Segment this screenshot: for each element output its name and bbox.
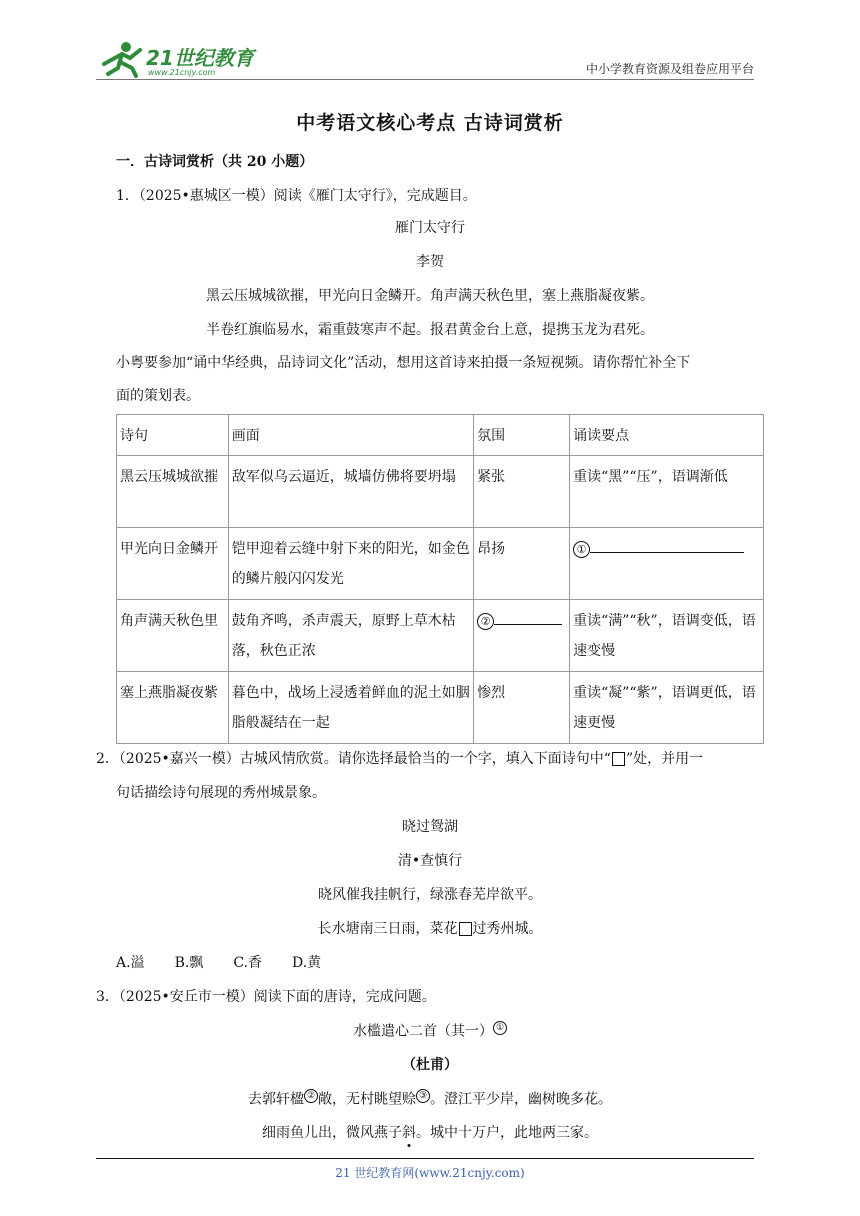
table-cell: 黑云压城城欲摧: [117, 456, 229, 528]
planning-table: [116, 414, 764, 744]
footnote-marker: ②: [304, 1089, 318, 1103]
q1-task: 小粤要参加“诵中华经典，品诗词文化”活动，想用这首诗来拍摄一条短视频。请你帮忙补全下: [116, 355, 691, 371]
site-logo: [96, 38, 266, 78]
q1-task: 面的策划表。: [116, 388, 200, 404]
footnote-marker: ③: [416, 1089, 430, 1103]
section-heading: 一．古诗词赏析（共 20 小题）: [116, 154, 314, 170]
q3-poem-title: 水槛遣心二首（其一） ①: [0, 1021, 860, 1042]
blank-marker: ①: [573, 541, 590, 558]
table-cell: 暮色中，战场上浸透着鲜血的泥土如胭脂般凝结在一起: [228, 672, 473, 744]
runner-logo-icon: [96, 38, 266, 78]
table-cell: 惨烈: [474, 672, 570, 744]
table-cell: 角声满天秋色里: [117, 600, 229, 672]
table-cell: 敌军似乌云逼近，城墙仿佛将要坍塌: [228, 456, 473, 528]
table-cell: 紧张: [474, 456, 570, 528]
table-cell: 甲光向日金鳞开: [117, 528, 229, 600]
table-header-row: [117, 415, 764, 456]
logo-text: 21世纪教育: [146, 46, 254, 70]
page-title: 中考语文核心考点 古诗词赏析: [296, 112, 564, 134]
blank-marker: ②: [477, 613, 494, 630]
q1-stem: 1．（2025•惠城区一模）阅读《雁门太守行》，完成题目。: [116, 188, 477, 204]
table-header: 氛围: [474, 415, 570, 456]
table-cell: 重读“黑”“压”，语调渐低: [570, 456, 764, 528]
q1-poem-title: 雁门太守行: [395, 220, 465, 236]
blank-box-icon: [459, 922, 472, 936]
option-c: C.香: [233, 955, 262, 971]
option-a: A.溢: [116, 955, 145, 971]
table-cell: 铠甲迎着云缝中射下来的阳光，如金色的鳞片般闪闪发光: [228, 528, 473, 600]
table-row: [117, 528, 764, 600]
table-cell: 鼓角齐鸣，杀声震天，原野上草木枯落，秋色正浓: [228, 600, 473, 672]
table-cell: 昂扬: [474, 528, 570, 600]
footer-divider: [96, 1158, 754, 1159]
q1-poem-line: 黑云压城城欲摧，甲光向日金鳞开。角声满天秋色里，塞上燕脂凝夜紫。: [206, 288, 654, 304]
table-header: 诵读要点: [570, 415, 764, 456]
q2-options: [116, 953, 321, 973]
option-b: B.飘: [174, 955, 204, 971]
emphasis-char: 斜: [402, 1125, 416, 1141]
q2-poem-line: 晓风催我挂帆行，绿涨春芜岸欲平。: [318, 887, 542, 903]
table-cell: 塞上燕脂凝夜紫: [117, 672, 229, 744]
table-cell: [474, 600, 570, 672]
option-d: D.黄: [291, 955, 322, 971]
q2-stem-cont: 句话描绘诗句展现的秀州城景象。: [116, 785, 326, 801]
answer-blank: [590, 536, 744, 553]
q3-poem-line: 细雨鱼儿出，微风燕子斜。城中十万户，此地两三家。: [262, 1125, 598, 1141]
q3-author: （杜甫）: [402, 1057, 458, 1073]
table-header: 诗句: [117, 415, 229, 456]
q2-stem: 2．（2025•嘉兴一模）古城风情欣赏。请你选择最恰当的一个字，填入下面诗句中“ ”处，并用一: [96, 751, 704, 767]
blank-box-icon: [612, 752, 625, 766]
footnote-marker: ①: [493, 1021, 507, 1035]
table-row: [117, 600, 764, 672]
table-cell: [570, 528, 764, 600]
q2-author: 清•查慎行: [397, 853, 463, 869]
table-cell: 重读“满”“秋”，语调变低，语速变慢: [570, 600, 764, 672]
q1-author: 李贺: [416, 254, 444, 270]
table-header: 画面: [228, 415, 473, 456]
answer-blank: [494, 608, 562, 625]
table-row: [117, 672, 764, 744]
q2-poem-title: 晓过鸳湖: [402, 819, 458, 835]
logo-sub: www.21cnjy.com: [148, 68, 216, 77]
table-cell: 重读“凝”“紫”，语调更低，语速更慢: [570, 672, 764, 744]
q3-poem-line: 去郭轩楹 ② 敞，无村眺望赊 ③ 。澄江平少岸，幽树晚多花。: [248, 1091, 612, 1108]
q3-stem: 3．（2025•安丘市一模）阅读下面的唐诗，完成问题。: [96, 989, 436, 1005]
q2-poem-line: 长水塘南三日雨，菜花 过秀州城。: [317, 921, 543, 937]
table-row: [117, 456, 764, 528]
q1-poem-line: 半卷红旗临易水，霜重鼓寒声不起。报君黄金台上意，提携玉龙为君死。: [206, 322, 654, 338]
header-divider: [96, 79, 754, 80]
platform-name: 中小学教育资源及组卷应用平台: [585, 62, 754, 76]
footer-text: 21 世纪教育网(www.21cnjy.com): [335, 1166, 525, 1180]
